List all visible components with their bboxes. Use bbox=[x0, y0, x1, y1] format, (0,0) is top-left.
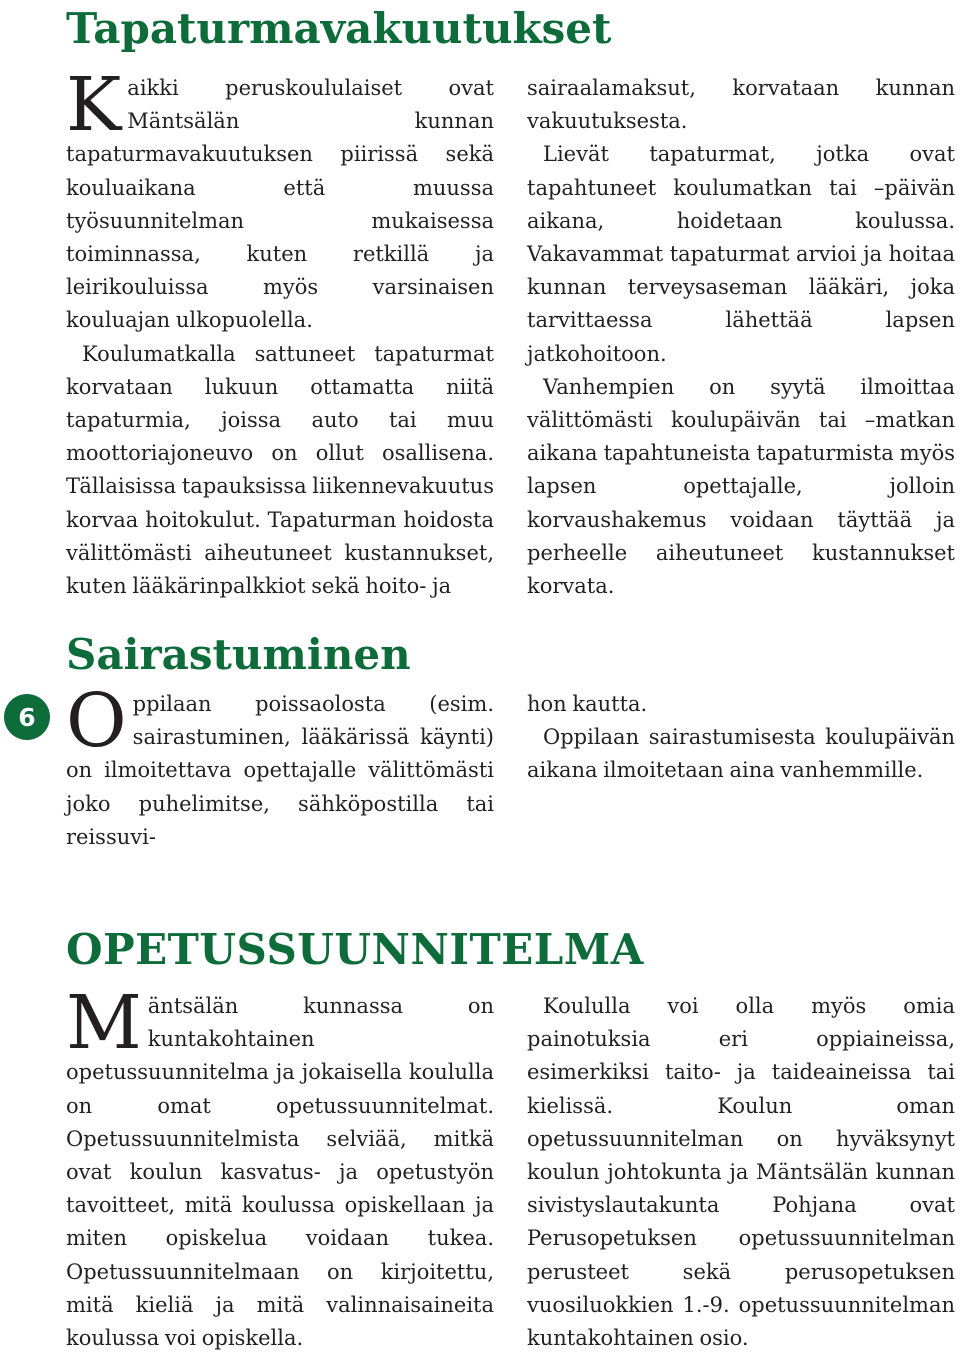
drop-cap: O bbox=[66, 678, 127, 764]
paragraph: Oppilaan sairastumisesta koulupäivän aikana ilmoitetaan aina vanhemmille. bbox=[527, 725, 955, 783]
column-left-opetussuunnitelma bbox=[66, 980, 494, 1355]
paragraph bbox=[66, 62, 494, 338]
paragraph: Lievät tapaturmat, jotka ovat tapahtuneet koulumatkan tai –päivän aikana, hoidetaan koulussa. Vakavammat tapaturmat arvioi ja hoitaa kunnan terveysaseman lääkäri, joka tarvittaessa lähettää lapsen jatkohoitoon. bbox=[527, 142, 955, 366]
section-title-opetussuunnitelma: OPETUSSUUNNITELMA bbox=[66, 925, 644, 974]
paragraph bbox=[66, 980, 494, 1355]
drop-cap: K bbox=[66, 62, 122, 148]
section-title-sairastuminen: Sairastuminen bbox=[66, 630, 411, 679]
column-right-tapaturmavakuutukset bbox=[527, 72, 955, 603]
column-right-sairastuminen bbox=[527, 688, 955, 788]
paragraph-text: ppilaan poissaolosta (esim. sairastuminen, lääkärissä käynti) on ilmoitettava opettajalle välittömästi joko puhelimitse, sähköpostilla tai reissuvi- bbox=[66, 692, 494, 849]
paragraph-text: äntsälän kunnassa on kuntakohtainen opetussuunnitelma ja jokaisella koululla on omat opetussuunnitelmat. Opetussuunnitelmista selviää, mitkä ovat koulun kasvatus- ja opetustyön tavoitteet, mitä koulussa opiskellaan ja miten opiskelua voidaan tukea. Opetussuunnitelmaan on kirjoitettu, mitä kieliä ja mitä valinnaisaineita koulussa voi opiskella. bbox=[66, 994, 494, 1351]
paragraph: Koulumatkalla sattuneet tapaturmat korvataan lukuun ottamatta niitä tapaturmia, joissa auto tai muu moottoriajoneuvo on ollut osallisena. Tällaisissa tapauksissa liikennevakuutus korvaa hoitokulut. Tapaturman hoidosta välittömästi aiheutuneet kustannukset, kuten lääkärinpalkkiot sekä hoito- ja bbox=[66, 341, 494, 599]
paragraph: sairaalamaksut, korvataan kunnan vakuutuksesta. bbox=[527, 76, 955, 134]
paragraph: Vanhempien on syytä ilmoittaa välittömästi koulupäivän tai –matkan aikana tapahtuneista tapaturmista myös lapsen opettajalle, jolloin korvaushakemus voidaan täyttää ja perheelle aiheutuneet kustannukset korvata. bbox=[527, 374, 955, 599]
paragraph: hon kautta. bbox=[527, 692, 648, 716]
paragraph bbox=[66, 678, 494, 854]
column-left-sairastuminen bbox=[66, 678, 494, 854]
column-right-opetussuunnitelma bbox=[527, 990, 955, 1355]
page-number-badge: 6 bbox=[4, 694, 50, 740]
section-title-tapaturmavakuutukset: Tapaturmavakuutukset bbox=[66, 4, 612, 53]
paragraph: Koululla voi olla myös omia painotuksia eri oppiaineissa, esimerkiksi taito- ja taideaineissa tai kielissä. Koulun oman opetussuunnitelman on hyväksynyt koulun johtokunta ja Mäntsälän kunnan sivistyslautakunta Pohjana ovat Perusopetuksen opetussuunnitelman perusteet sekä perusopetuksen vuosiluokkien 1.-9. opetussuunnitelman kuntakohtainen osio. bbox=[527, 994, 955, 1351]
paragraph-text: aikki peruskoululaiset ovat Mäntsälän kunnan tapaturmavakuutuksen piirissä sekä kouluaikana että muussa työsuunnitelman mukaisessa toiminnassa, kuten retkillä ja leirikouluissa myös varsinaisen kouluajan ulkopuolella. bbox=[66, 76, 494, 333]
column-left-tapaturmavakuutukset bbox=[66, 62, 494, 603]
drop-cap: M bbox=[66, 980, 142, 1066]
